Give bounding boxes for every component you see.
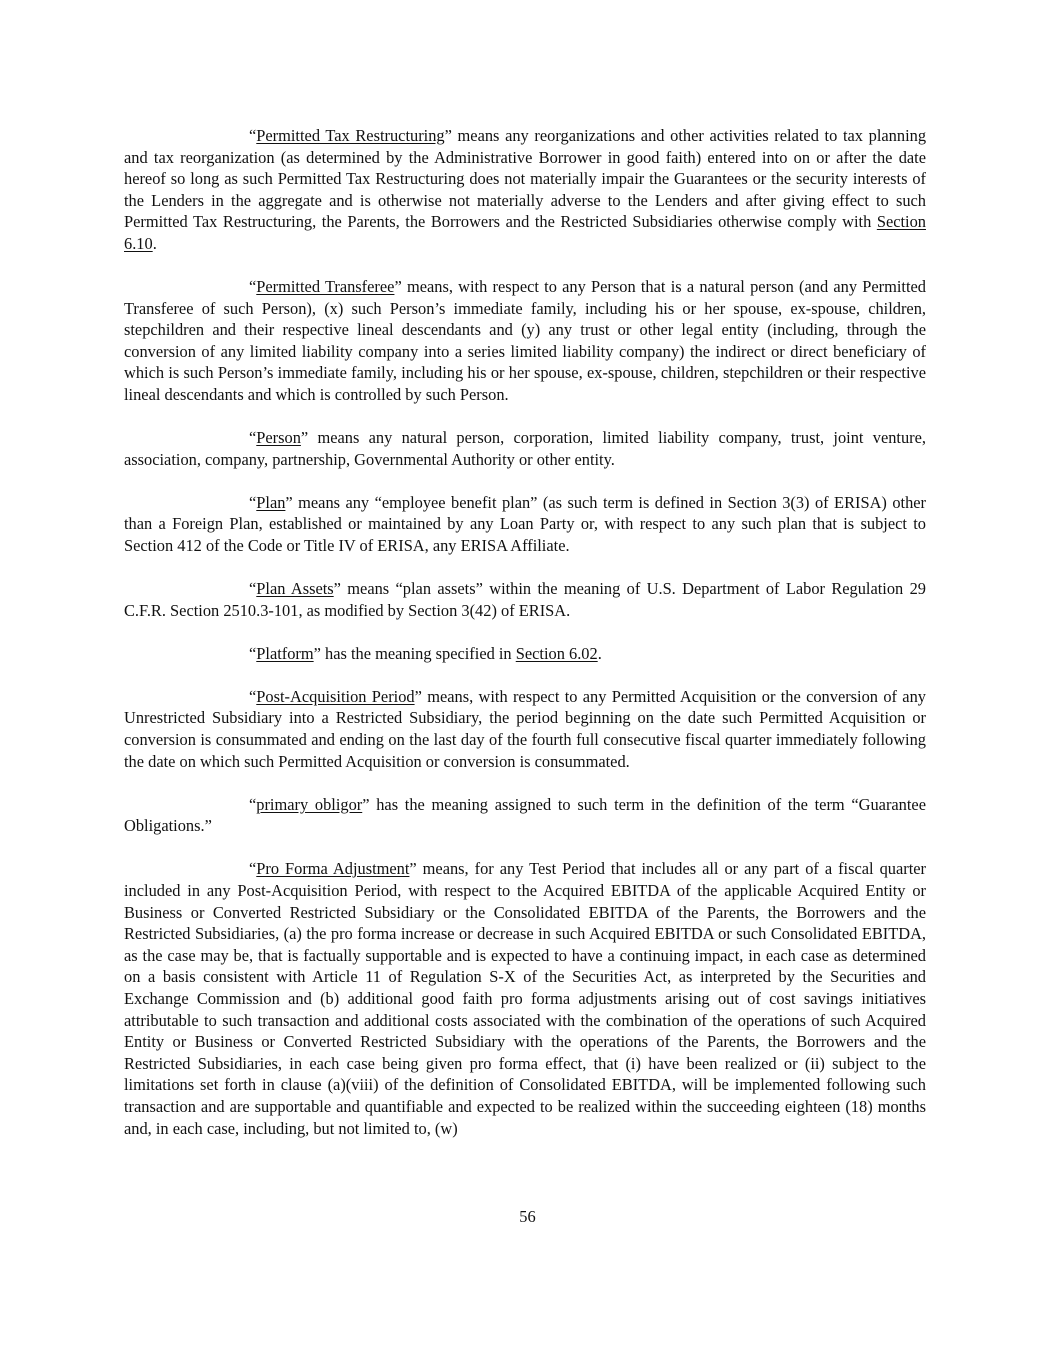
- page-number: 56: [519, 1207, 536, 1226]
- defined-term: Platform: [256, 643, 314, 663]
- defined-term: Permitted Transferee: [256, 277, 395, 297]
- definition-text: means any “employee benefit plan” (as such term is defined in Section 3(3) of ERISA) other than a Foreign Plan, established or maintained by any Loan Party or, with respect to any such plan that is subject to Section 412 of the Code or Title IV of ERISA, any ERISA Affiliate.: [124, 492, 926, 555]
- definition-permitted-tax-restructuring: “Permitted Tax Restructuring” means any reorganizations and other activities related to tax planning and tax reorganization (as determined by the Administrative Borrower in good faith) entered into on or after the date hereof so long as such Permitted Tax Restructuring does not materially impair the Guarantees or the security interests of the Lenders in the aggregate and is otherwise not materially adverse to the Lenders and after giving effect to such Permitted Tax Restructuring, the Parents, the Borrowers and the Restricted Subsidiaries otherwise comply with Section 6.10.: [124, 126, 927, 253]
- definition-text: has the meaning assigned to such term in the definition of the term “Guarantee Obligations.”: [124, 794, 926, 836]
- defined-term: Pro Forma Adjustment: [256, 859, 410, 879]
- definition-text: means, with respect to any Permitted Acquisition or the conversion of any Unrestricted Subsidiary into a Restricted Subsidiary, the period beginning on the date such Permitted Acquisition or conversion is consummated and ending on the last day of the fourth full consecutive fiscal quarter immediately following the date on which such Permitted Acquisition or conversion is consummated.: [124, 686, 926, 771]
- defined-term: Post-Acquisition Period: [256, 686, 415, 706]
- definition-post-acquisition-period: “Post-Acquisition Period” means, with respect to any Permitted Acquisition or the conversion of any Unrestricted Subsidiary into a Restricted Subsidiary, the period beginning on the date such Permitted Acquisition or conversion is consummated and ending on the last day of the fourth full consecutive fiscal quarter immediately following the date on which such Permitted Acquisition or conversion is consummated.: [124, 686, 926, 771]
- definition-plan: “Plan” means any “employee benefit plan” (as such term is defined in Section 3(3) of ERISA) other than a Foreign Plan, established or maintained by any Loan Party or, with respect to any such plan that is subject to Section 412 of the Code or Title IV of ERISA, any ERISA Affiliate.: [124, 492, 926, 555]
- definition-text: means, for any Test Period that includes all or any part of a fiscal quarter included in any Post-Acquisition Period, with respect to the Acquired EBITDA of the applicable Acquired Entity or Business or Converted Restricted Subsidiary or the Consolidated EBITDA of the Parents, the Borrowers and the Restricted Subsidiaries, (a) the pro forma increase or decrease in such Acquired EBITDA or such Consolidated EBITDA, as the case may be, that is factually supportable and is expected to have a continuing impact, in each case as determined on a basis consistent with Article 11 of Regulation S-X of the Securities Act, as interpreted by the Securities and Exchange Commission and (b) additional good faith pro forma adjustments arising out of cost savings initiatives attributable to such transaction and additional costs associated with the combination of the operations of such Acquired Entity or Business or Converted Restricted Subsidiary with the operations of the Parents, the Borrowers and the Restricted Subsidiaries, in each case being given pro forma effect, that (i) have been realized or (ii) subject to the limitations set forth in clause (a)(viii) of the definition of Consolidated EBITDA, will be implemented following such transaction and are supportable and quantifiable and expected to be realized within the succeeding eighteen (18) months and, in each case, including, but not limited to, (w): [124, 859, 926, 1138]
- definition-plan-assets: “Plan Assets” means “plan assets” within the meaning of U.S. Department of Labor Regulation 29 C.F.R. Section 2510.3-101, as modified by Section 3(42) of ERISA.: [124, 579, 926, 620]
- defined-term: primary obligor: [256, 794, 363, 814]
- definition-text: means “plan assets” within the meaning of U.S. Department of Labor Regulation 29 C.F.R. Section 2510.3-101, as modified by Section 3(42) of ERISA.: [124, 579, 926, 620]
- defined-term: Plan Assets: [256, 579, 334, 599]
- definition-text: means any reorganizations and other activities related to tax planning and tax reorganization (as determined by the Administrative Borrower in good faith) entered into on or after the date hereof so long as such Permitted Tax Restructuring does not materially impair the Guarantees or the security interests of the Lenders in the aggregate and is otherwise not materially adverse to the Lenders and after giving effect to such Permitted Tax Restructuring, the Parents, the Borrowers and the Restricted Subsidiaries otherwise comply with: [124, 126, 927, 232]
- defined-term: Person: [256, 428, 301, 448]
- definition-text: means any natural person, corporation, limited liability company, trust, joint venture, association, company, partnership, Governmental Authority or other entity.: [124, 428, 926, 469]
- definition-text-end: .: [152, 233, 157, 253]
- definition-text: has the meaning specified in: [320, 643, 516, 663]
- section-reference-link[interactable]: Section 6.10: [124, 212, 926, 253]
- definition-primary-obligor: “primary obligor” has the meaning assigned to such term in the definition of the term “Guarantee Obligations.”: [124, 794, 926, 836]
- defined-term: Plan: [256, 492, 286, 512]
- definition-text-end: .: [597, 643, 602, 663]
- document-body: [124, 125, 926, 1161]
- definition-pro-forma-adjustment: “Pro Forma Adjustment” means, for any Test Period that includes all or any part of a fiscal quarter included in any Post-Acquisition Period, with respect to the Acquired EBITDA of the applicable Acquired Entity or Business or Converted Restricted Subsidiary or the Consolidated EBITDA of the Parents, the Borrowers and the Restricted Subsidiaries, (a) the pro forma increase or decrease in such Acquired EBITDA or such Consolidated EBITDA, as the case may be, that is factually supportable and is expected to have a continuing impact, in each case as determined on a basis consistent with Article 11 of Regulation S-X of the Securities Act, as interpreted by the Securities and Exchange Commission and (b) additional good faith pro forma adjustments arising out of cost savings initiatives attributable to such transaction and additional costs associated with the combination of the operations of such Acquired Entity or Business or Converted Restricted Subsidiary with the operations of the Parents, the Borrowers and the Restricted Subsidiaries, in each case being given pro forma effect, that (i) have been realized or (ii) subject to the limitations set forth in clause (a)(viii) of the definition of Consolidated EBITDA, will be implemented following such transaction and are supportable and quantifiable and expected to be realized within the succeeding eighteen (18) months and, in each case, including, but not limited to, (w): [124, 859, 926, 1138]
- definition-permitted-transferee: “Permitted Transferee” means, with respect to any Person that is a natural person (and any Permitted Transferee of such Person), (x) such Person’s immediate family, including his or her spouse, ex-spouse, children, stepchildren and their respective lineal descendants and (y) any trust or other legal entity (including, through the conversion of any limited liability company into a series limited liability company) the indirect or direct beneficiary of which is such Person’s immediate family, including his or her spouse, ex-spouse, children, stepchildren or their respective lineal descendants and which is controlled by such Person.: [124, 277, 927, 405]
- definition-platform: “Platform” has the meaning specified in Section 6.02.: [249, 643, 602, 663]
- defined-term: Permitted Tax Restructuring: [256, 126, 445, 145]
- definition-text: means, with respect to any Person that is a natural person (and any Permitted Transferee of such Person), (x) such Person’s immediate family, including his or her spouse, ex-spouse, children, stepchildren and their respective lineal descendants and (y) any trust or other legal entity (including, through the conversion of any limited liability company into a series limited liability company) the indirect or direct beneficiary of which is such Person’s immediate family, including his or her spouse, ex-spouse, children, stepchildren or their respective lineal descendants and which is controlled by such Person.: [124, 277, 927, 405]
- definition-person: “Person” means any natural person, corporation, limited liability company, trust, joint venture, association, company, partnership, Governmental Authority or other entity.: [124, 428, 926, 469]
- section-reference-link[interactable]: Section 6.02: [515, 643, 598, 663]
